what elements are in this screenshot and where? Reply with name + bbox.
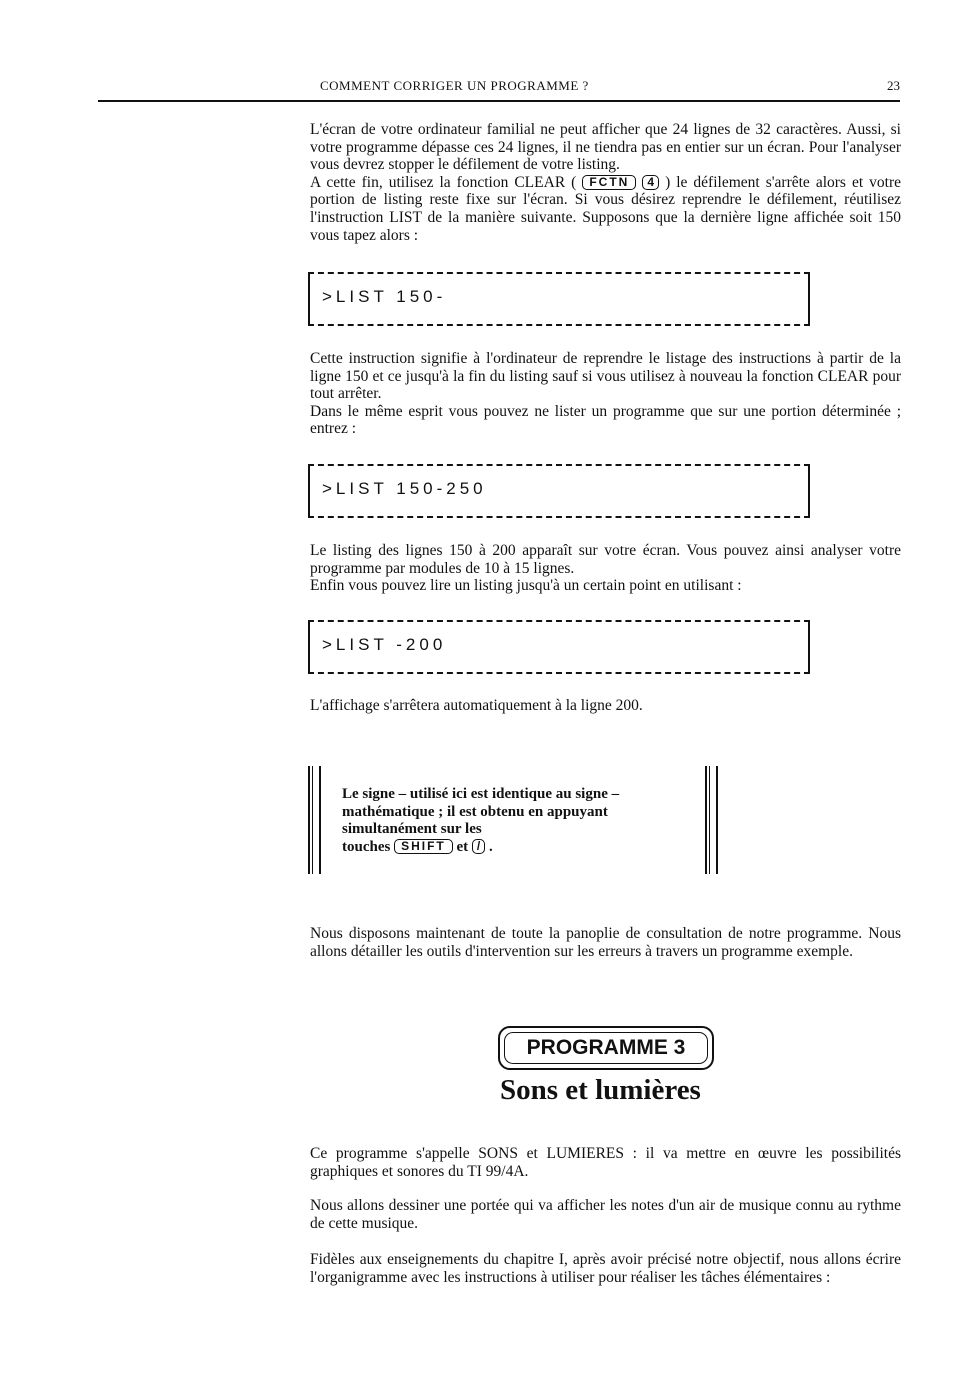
- note-left-bars: [308, 766, 321, 874]
- program-badge: PROGRAMME 3: [498, 1026, 714, 1070]
- intro-paragraph: [310, 121, 901, 244]
- note-line-1: Le signe – utilisé ici est identique au signe –: [342, 786, 620, 802]
- paragraph-5: Nous disposons maintenant de toute la panoplie de consultation de notre programme. Nous allons détailler les outils d'intervention sur les erreurs à travers un programme exemple.: [310, 925, 901, 960]
- shift-key: SHIFT: [394, 839, 453, 854]
- paragraph-2-text-1: Cette instruction signifie à l'ordinateur de reprendre le listage des instructions à partir de la ligne 150 et ce jusqu'à la fin du listing sauf si vous utilisez à nouveau la fonction CLEAR pour tout arrêter.: [310, 350, 901, 403]
- paragraph-4: L'affichage s'arrêtera automatiquement à la ligne 200.: [310, 697, 643, 714]
- paragraph-3: [310, 542, 901, 595]
- note-line-3: simultanément sur les: [342, 821, 482, 838]
- slash-key: /: [472, 839, 485, 854]
- intro-text-2a: A cette fin, utilisez la fonction CLEAR (: [310, 173, 577, 191]
- page-header: [98, 78, 900, 102]
- key-4: 4: [642, 175, 659, 190]
- note-line-4a: touches: [342, 838, 391, 855]
- paragraph-7: Nous allons dessiner une portée qui va afficher les notes d'un air de musique connu au rythme de cette musique.: [310, 1197, 901, 1232]
- code-line-2: >LIST 150-250: [322, 479, 487, 498]
- note-right-bars: [705, 766, 718, 874]
- intro-text-1: L'écran de votre ordinateur familial ne peut afficher que 24 lignes de 32 caractères. Aussi, si votre programme dépasse ces 24 lignes, il ne tiendra pas en entier sur un écran. Pour l'analyser vous devrez stopper le défilement de votre listing.: [310, 121, 901, 174]
- code-box-1: [308, 272, 810, 326]
- note-text: [342, 786, 682, 856]
- paragraph-2-text-2: Dans le même esprit vous pouvez ne lister un programme que sur une portion déterminée ; entrez :: [310, 402, 901, 438]
- note-line-2: mathématique ; il est obtenu en appuyant: [342, 803, 608, 820]
- paragraph-3-text-2: Enfin vous pouvez lire un listing jusqu'à un certain point en utilisant :: [310, 577, 742, 595]
- note-line-4: [342, 839, 682, 857]
- code-box-3: [308, 620, 810, 674]
- running-title: COMMENT CORRIGER UN PROGRAMME ?: [320, 78, 589, 93]
- paragraph-8: Fidèles aux enseignements du chapitre I, après avoir précisé notre objectif, nous allons écrire l'organigramme avec les instructions à utiliser pour réaliser les tâches élémentaires :: [310, 1251, 901, 1286]
- intro-text-2: [310, 174, 901, 244]
- code-line-3: >LIST -200: [322, 635, 447, 654]
- paragraph-6: Ce programme s'appelle SONS et LUMIERES : il va mettre en œuvre les possibilités graphiques et sonores du TI 99/4A.: [310, 1145, 901, 1180]
- intro-text-2b: ) le défilement s'arrête alors et votre portion de listing reste fixe sur l'écran. Si vous désirez reprendre le défilement, réutilisez l'instruction LIST de la manière suivante. Supposons que la dernière ligne affichée soit 150 vous tapez alors :: [310, 173, 902, 244]
- fctn-key: FCTN: [582, 175, 636, 190]
- page-number: 23: [887, 78, 900, 93]
- code-line-1: >LIST 150-: [322, 287, 447, 306]
- program-title: Sons et lumières: [500, 1074, 701, 1106]
- paragraph-2: [310, 350, 901, 438]
- paragraph-3-text-1: Le listing des lignes 150 à 200 apparaît sur votre écran. Vous pouvez ainsi analyser votre programme par modules de 10 à 15 lignes.: [310, 542, 901, 577]
- code-box-2: [308, 464, 810, 518]
- note-line-4c: .: [489, 838, 493, 855]
- note-line-4b: et: [456, 838, 469, 855]
- note-box: [308, 766, 718, 874]
